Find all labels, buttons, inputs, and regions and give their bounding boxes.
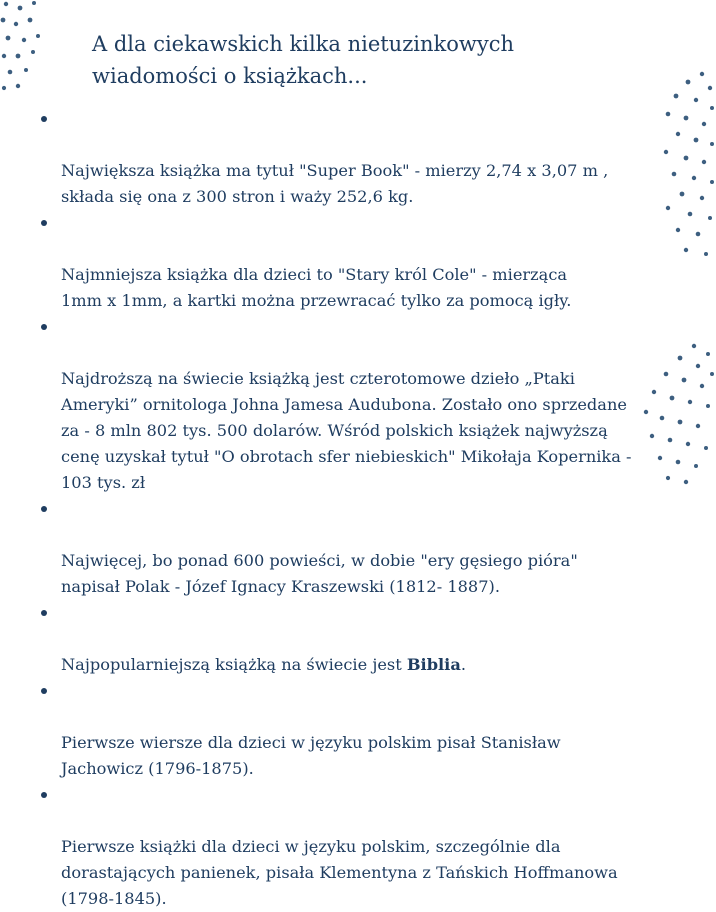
fact-text: Najmniejsza książka dla dzieci to "Stary król Cole" - mierząca 1mm x 1mm, a kartki można przewracać tylko za pomocą igły. (61, 265, 572, 310)
bullet-icon (41, 688, 47, 694)
list-item (32, 210, 692, 314)
fact-text: Najpopularniejszą książką na świecie jest (61, 655, 407, 674)
bullet-icon (41, 220, 47, 226)
bullet-icon (41, 116, 47, 122)
list-item (32, 678, 692, 782)
fact-text: Pierwsze wiersze dla dzieci w języku polskim pisał Stanisław Jachowicz (1796-1875). (61, 733, 561, 778)
list-item (32, 106, 692, 210)
fact-text: Największa książka ma tytuł "Super Book" - mierzy 2,74 x 3,07 m , składa się ona z 300 stron i waży 252,6 kg. (61, 161, 609, 206)
facts-list (32, 106, 692, 912)
list-item (32, 782, 692, 912)
decorative-dots-top-left (0, 0, 60, 110)
bullet-icon (41, 610, 47, 616)
list-item (32, 600, 692, 678)
fact-text: Pierwsze książki dla dzieci w języku polskim, szczególnie dla dorastających panienek, pisała Klementyna z Tańskich Hoffmanowa (1798-1845). (61, 837, 618, 908)
bullet-icon (41, 324, 47, 330)
list-item (32, 314, 692, 496)
fact-text-end: . (460, 655, 466, 674)
fact-text: Najwięcej, bo ponad 600 powieści, w dobie "ery gęsiego pióra" napisał Polak - Józef Ignacy Kraszewski (1812- 1887). (61, 551, 578, 596)
list-item (32, 496, 692, 600)
bible-emphasis: Biblia (406, 655, 461, 674)
fact-text: Najdroższą na świecie książką jest czterotomowe dzieło „Ptaki Ameryki” ornitologa Johna Jamesa Audubona. Zostało ono sprzedane za - 8 mln 802 tys. 500 dolarów. Wśród polskich książek najwyższą cenę uzyskał tytuł "O obrotach sfer niebieskich" Mikołaja Kopernika - 103 tys. zł (61, 369, 632, 492)
bullet-icon (41, 792, 47, 798)
bullet-icon (41, 506, 47, 512)
page-title: A dla ciekawskich kilka nietuzinkowych wiadomości o książkach... (92, 32, 515, 88)
